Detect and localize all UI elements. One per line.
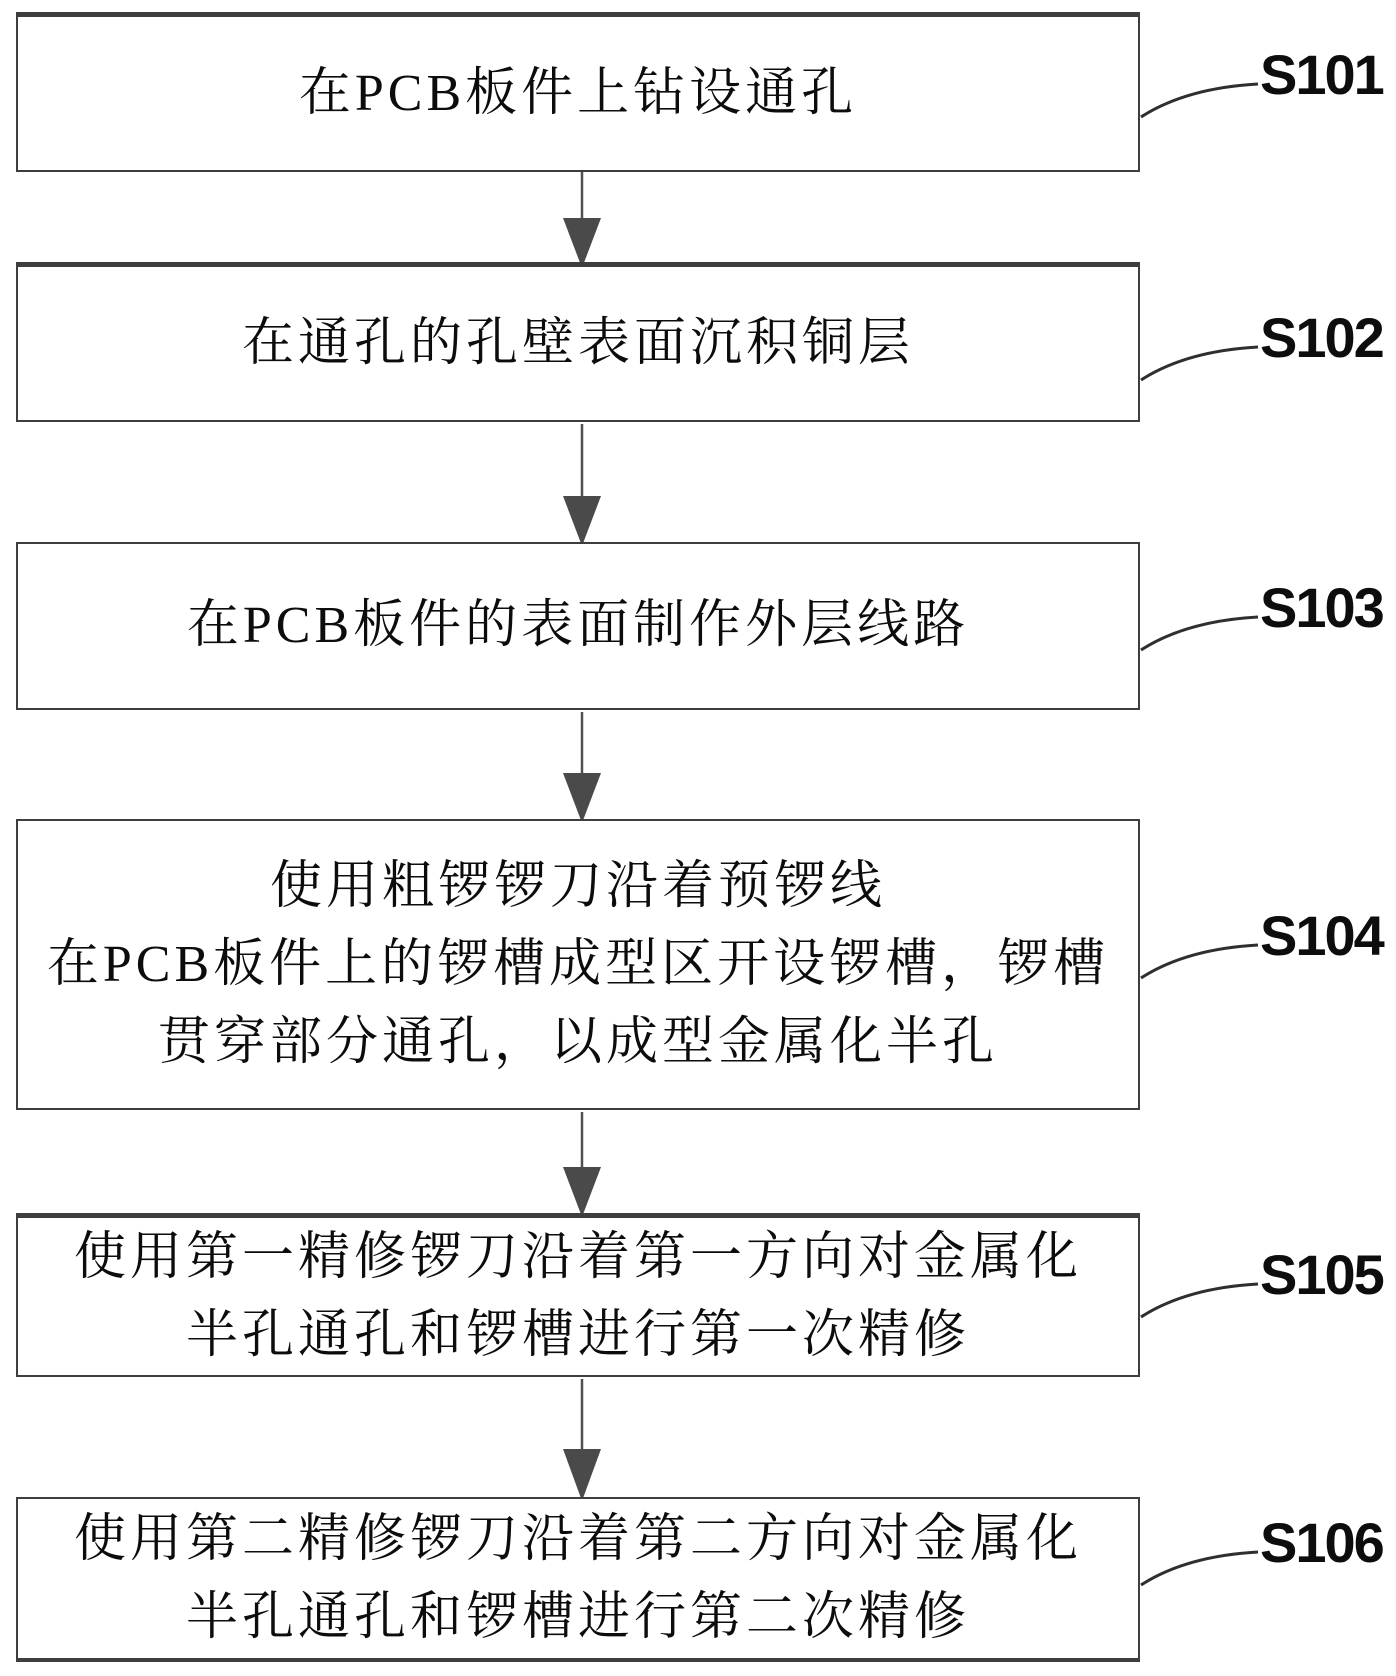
step-text-line: 在PCB板件的表面制作外层线路 [186, 597, 970, 654]
step-label-s101: S101 [1260, 43, 1383, 106]
step-text-line: 贯穿部分通孔，以成型金属化半孔 [157, 1013, 998, 1071]
step-text-line: 使用第一精修锣刀沿着第一方向对金属化 [73, 1228, 1082, 1286]
step-text-line: 在PCB板件上钻设通孔 [298, 64, 858, 122]
flow-arrow-3 [563, 712, 601, 823]
step-box-s103 [16, 542, 1140, 710]
step-text-s105 [18, 1219, 1138, 1375]
step-text-line: 半孔通孔和锣槽进行第二次精修 [185, 1588, 970, 1646]
step-text-line: 半孔通孔和锣槽进行第一次精修 [185, 1306, 970, 1364]
step-text-s106 [18, 1501, 1138, 1657]
step-text-s101 [18, 55, 1138, 133]
step-text-line: 在PCB板件上的锣槽成型区开设锣槽，锣槽 [46, 935, 1110, 993]
flow-arrow-4 [563, 1112, 601, 1217]
step-text-line: 使用第二精修锣刀沿着第二方向对金属化 [73, 1510, 1082, 1568]
step-box-s104 [16, 819, 1140, 1110]
step-text-s103 [18, 587, 1138, 665]
step-box-s106 [16, 1497, 1140, 1662]
step-text-line: 使用粗锣锣刀沿着预锣线 [269, 857, 886, 915]
step-label-s105: S105 [1260, 1243, 1383, 1306]
leader-line-s103 [1141, 617, 1258, 650]
leader-line-s101 [1141, 84, 1258, 117]
leader-line-s105 [1141, 1284, 1258, 1317]
step-text-s104 [18, 848, 1138, 1082]
flow-arrow-1 [563, 172, 601, 268]
step-label-s103: S103 [1260, 576, 1383, 639]
step-box-s101 [16, 12, 1140, 172]
step-text-s102 [18, 305, 1138, 383]
flow-arrow-5 [563, 1379, 601, 1501]
step-box-s102 [16, 262, 1140, 422]
leader-line-s106 [1141, 1552, 1258, 1585]
flow-arrow-2 [563, 424, 601, 546]
step-text-line: 在通孔的孔壁表面沉积铜层 [241, 314, 914, 372]
step-box-s105 [16, 1213, 1140, 1377]
leader-line-s104 [1141, 945, 1258, 978]
step-label-s104: S104 [1260, 904, 1383, 967]
step-label-s106: S106 [1260, 1511, 1383, 1574]
leader-line-s102 [1141, 347, 1258, 380]
step-label-s102: S102 [1260, 306, 1383, 369]
